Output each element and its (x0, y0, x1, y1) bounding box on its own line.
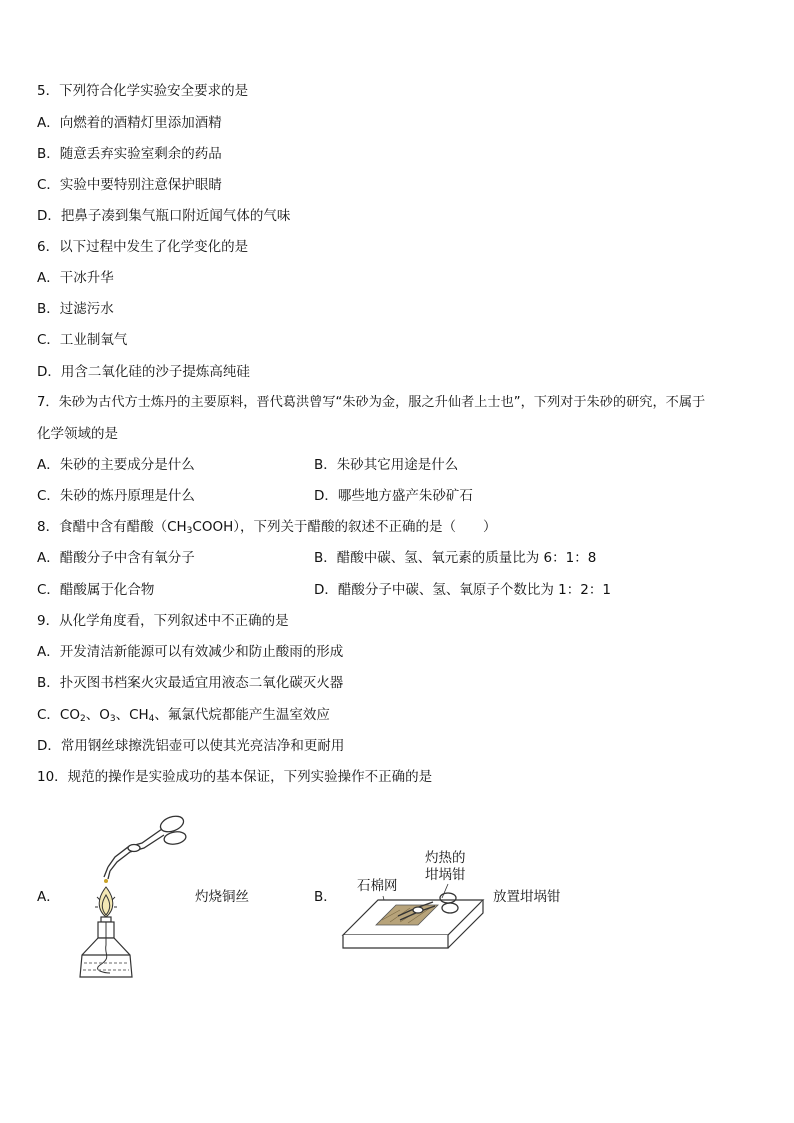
q9-stem: 9．从化学角度看，下列叙述中不正确的是 (37, 613, 289, 629)
q9-c-mid2: 、CH (115, 707, 149, 723)
q7-option-c: C．朱砂的炼丹原理是什么 (37, 488, 195, 504)
q10-option-a-caption: 灼烧铜丝 (195, 889, 249, 905)
alcohol-lamp-icon (80, 917, 132, 977)
q5-stem: 5．下列符合化学实验安全要求的是 (37, 83, 249, 99)
q9-option-b: B．扑灭图书档案火灾最适宜用液态二氧化碳灭火器 (37, 675, 344, 691)
q10-stem: 10．规范的操作是实验成功的基本保证，下列实验操作不正确的是 (37, 769, 433, 785)
q9-c-post: 、氟氯代烷都能产生温室效应 (154, 707, 330, 723)
q10-option-b-letter: B． (314, 889, 337, 905)
copper-wire-icon (104, 879, 108, 883)
q10-option-b-caption: 放置坩埚钳 (493, 889, 561, 905)
q6-option-d: D．用含二氧化硅的沙子提炼高纯硅 (37, 364, 250, 380)
q7-stem-line2: 化学领域的是 (37, 426, 118, 442)
crucible-tongs-icon (104, 813, 187, 879)
q8-option-a: A．醋酸分子中含有氧分子 (37, 550, 195, 566)
q6-option-c: C．工业制氧气 (37, 332, 128, 348)
q5-option-c: C．实验中要特别注意保护眼睛 (37, 177, 222, 193)
q9-c-sub1: 2 (79, 714, 86, 724)
q7-option-a: A．朱砂的主要成分是什么 (37, 457, 195, 473)
q10-option-b-label-gauze: 石棉网 (357, 878, 398, 894)
q6-option-b: B．过滤污水 (37, 301, 114, 317)
q9-option-c (37, 705, 330, 729)
q9-c-pre: C．CO (37, 707, 80, 723)
q7-stem-line1: 7．朱砂为古代方士炼丹的主要原料，晋代葛洪曾写“朱砂为金，服之升仙者上士也”，下列对于朱砂的研究，不属于 (37, 395, 706, 410)
q7-option-d: D．哪些地方盛产朱砂矿石 (314, 488, 473, 504)
q8-stem (37, 517, 497, 541)
q6-option-a: A．干冰升华 (37, 270, 114, 286)
q5-option-b: B．随意丢弃实验室剩余的药品 (37, 146, 222, 162)
q6-stem: 6．以下过程中发生了化学变化的是 (37, 239, 249, 255)
q8-stem-post: COOH），下列关于醋酸的叙述不正确的是（ ） (192, 519, 497, 535)
q9-option-d: D．常用钢丝球擦洗铝壶可以使其光亮洁净和更耐用 (37, 738, 345, 754)
q8-option-d: D．醋酸分子中碳、氢、氧原子个数比为 1：2：1 (314, 582, 611, 598)
q9-c-mid1: 、O (85, 707, 110, 723)
q8-option-b: B．醋酸中碳、氢、氧元素的质量比为 6：1：8 (314, 550, 597, 566)
q9-c-sub3: 4 (148, 714, 155, 724)
q7-option-b: B．朱砂其它用途是什么 (314, 457, 459, 473)
q5-option-d: D．把鼻子凑到集气瓶口附近闻气体的气味 (37, 208, 291, 224)
alcohol-lamp-figure (70, 805, 200, 985)
q8-stem-pre: 8．食醋中含有醋酸（CH (37, 519, 187, 535)
q10-option-b-label-tongs-line2: 坩埚钳 (425, 867, 466, 883)
q9-c-sub2: 3 (109, 714, 116, 724)
q10-option-a-letter: A． (37, 889, 60, 905)
q5-option-a: A．向燃着的酒精灯里添加酒精 (37, 115, 222, 131)
q9-option-a: A．开发清洁新能源可以有效减少和防止酸雨的形成 (37, 644, 344, 660)
q8-stem-subscript: 3 (186, 526, 193, 536)
asbestos-gauze-figure (338, 880, 488, 960)
q8-option-c: C．醋酸属于化合物 (37, 582, 155, 598)
flame-icon (95, 887, 117, 917)
q10-option-b-label-tongs-line1: 灼热的 (425, 850, 466, 866)
